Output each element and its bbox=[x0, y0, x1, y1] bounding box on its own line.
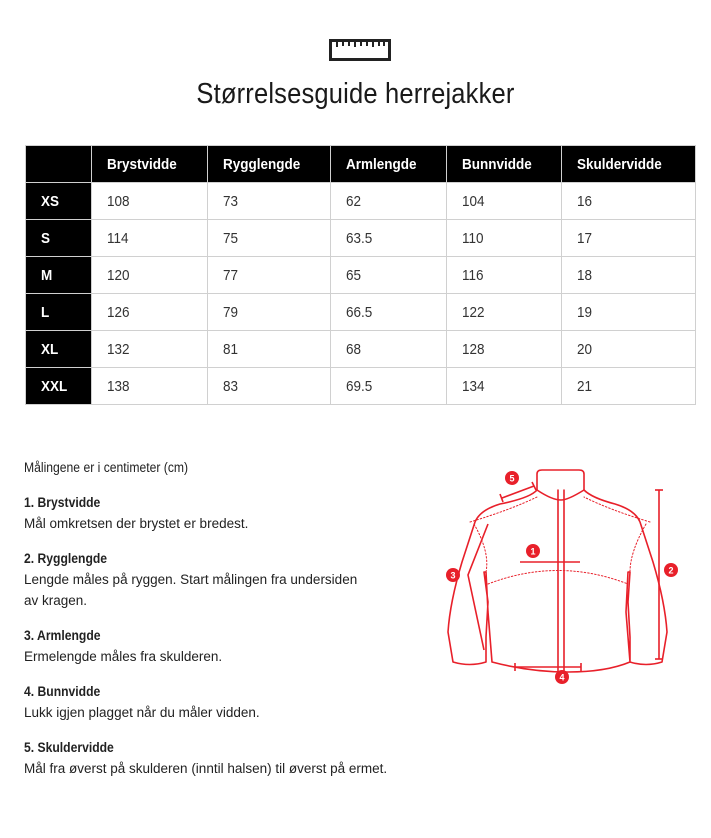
svg-text:2: 2 bbox=[668, 565, 674, 576]
cell: 108 bbox=[92, 183, 208, 220]
cell: 63.5 bbox=[331, 220, 447, 257]
info-heading: 5. Skuldervidde bbox=[24, 740, 114, 755]
info-item-armlengde bbox=[24, 625, 414, 667]
header-size bbox=[26, 146, 92, 183]
info-heading: 4. Bunnvidde bbox=[24, 684, 101, 699]
cell: 21 bbox=[562, 368, 696, 405]
header-rygglengde: Rygglengde bbox=[208, 146, 331, 183]
table-row bbox=[26, 294, 696, 331]
info-item-skuldervidde bbox=[24, 737, 414, 779]
row-size: L bbox=[26, 294, 92, 331]
info-text: Lengde måles på ryggen. Start målingen fra undersiden av kragen. bbox=[24, 572, 358, 608]
cell: 110 bbox=[447, 220, 562, 257]
marker-3 bbox=[446, 568, 460, 582]
cell: 132 bbox=[92, 331, 208, 368]
svg-text:3: 3 bbox=[450, 570, 456, 581]
cell: 75 bbox=[208, 220, 331, 257]
marker-4 bbox=[555, 670, 569, 684]
cell: 81 bbox=[208, 331, 331, 368]
info-heading: 2. Rygglengde bbox=[24, 551, 108, 566]
cell: 83 bbox=[208, 368, 331, 405]
jacket-collar bbox=[537, 470, 584, 500]
cell: 62 bbox=[331, 183, 447, 220]
marker-1 bbox=[526, 544, 540, 558]
cell: 19 bbox=[562, 294, 696, 331]
row-size: XL bbox=[26, 331, 92, 368]
cell: 73 bbox=[208, 183, 331, 220]
svg-text:1: 1 bbox=[530, 546, 536, 557]
header-bunnvidde: Bunnvidde bbox=[447, 146, 562, 183]
cell: 17 bbox=[562, 220, 696, 257]
info-text: Mål omkretsen der brystet er bredest. bbox=[24, 516, 249, 531]
info-heading: 3. Armlengde bbox=[24, 628, 101, 643]
info-text: Lukk igjen plagget når du måler vidden. bbox=[24, 705, 260, 720]
cell: 18 bbox=[562, 257, 696, 294]
table-row bbox=[26, 183, 696, 220]
size-table bbox=[25, 145, 696, 405]
row-size: XS bbox=[26, 183, 92, 220]
info-text: Mål fra øverst på skulderen (inntil halsen) til øverst på ermet. bbox=[24, 761, 388, 776]
marker-5 bbox=[505, 471, 519, 485]
table-row bbox=[26, 368, 696, 405]
cell: 66.5 bbox=[331, 294, 447, 331]
cell: 134 bbox=[447, 368, 562, 405]
cell: 65 bbox=[331, 257, 447, 294]
cell: 20 bbox=[562, 331, 696, 368]
marker-2 bbox=[664, 563, 678, 577]
table-row bbox=[26, 257, 696, 294]
header-armlengde: Armlengde bbox=[331, 146, 447, 183]
cell: 79 bbox=[208, 294, 331, 331]
row-size: XXL bbox=[26, 368, 92, 405]
info-heading: 1. Brystvidde bbox=[24, 495, 101, 510]
cell: 114 bbox=[92, 220, 208, 257]
header-skuldervidde: Skuldervidde bbox=[562, 146, 696, 183]
header-brystvidde: Brystvidde bbox=[92, 146, 208, 183]
row-size: S bbox=[26, 220, 92, 257]
cell: 77 bbox=[208, 257, 331, 294]
cell: 68 bbox=[331, 331, 447, 368]
measurement-info bbox=[24, 457, 414, 793]
cell: 69.5 bbox=[331, 368, 447, 405]
page-title: Størrelsesguide herrejakker bbox=[196, 78, 515, 110]
svg-text:5: 5 bbox=[509, 473, 515, 484]
table-row bbox=[26, 331, 696, 368]
cell: 128 bbox=[447, 331, 562, 368]
cell: 126 bbox=[92, 294, 208, 331]
info-text: Ermelengde måles fra skulderen. bbox=[24, 649, 223, 664]
info-item-bunnvidde bbox=[24, 681, 414, 723]
cell: 120 bbox=[92, 257, 208, 294]
svg-text:4: 4 bbox=[559, 672, 565, 683]
row-size: M bbox=[26, 257, 92, 294]
cell: 116 bbox=[447, 257, 562, 294]
info-item-brystvidde bbox=[24, 492, 414, 534]
cell: 122 bbox=[447, 294, 562, 331]
cell: 16 bbox=[562, 183, 696, 220]
units-note: Målingene er i centimeter (cm) bbox=[24, 460, 189, 475]
ruler-icon bbox=[329, 39, 391, 61]
table-row bbox=[26, 220, 696, 257]
info-item-rygglengde bbox=[24, 548, 414, 611]
table-header-row bbox=[26, 146, 696, 183]
cell: 138 bbox=[92, 368, 208, 405]
cell: 104 bbox=[447, 183, 562, 220]
arm-measure-line bbox=[468, 524, 488, 650]
jacket-measurement-diagram bbox=[440, 462, 690, 692]
